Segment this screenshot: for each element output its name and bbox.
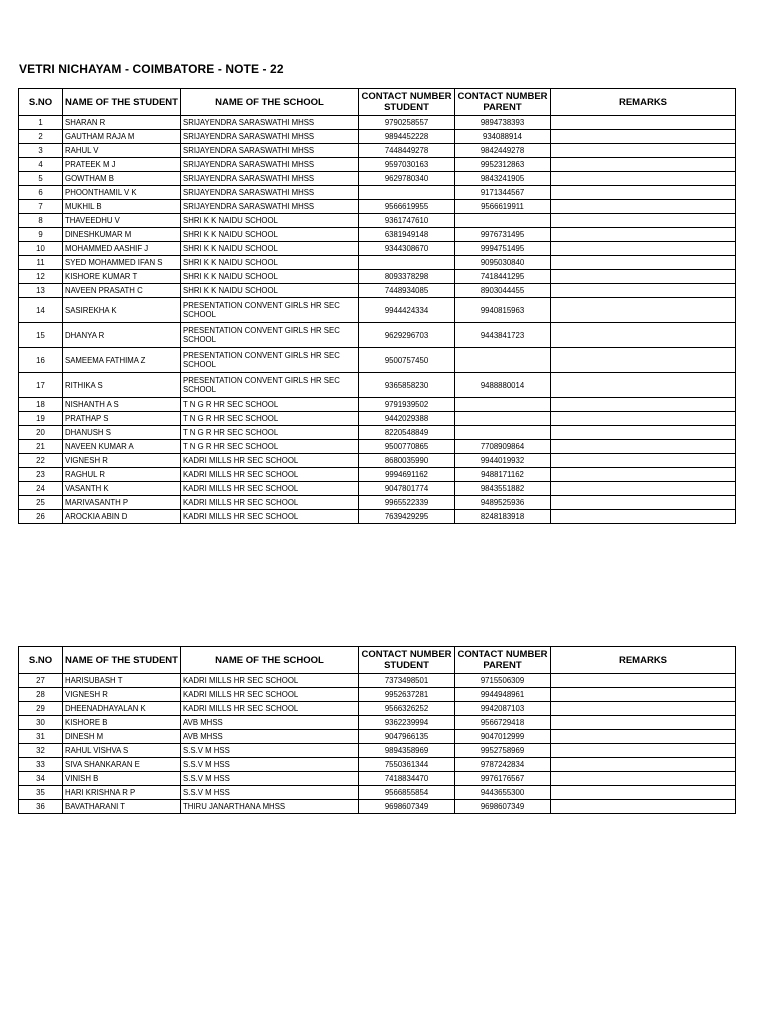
- student-contact-cell: 7448449278: [359, 144, 455, 158]
- school-name-cell: T N G R HR SEC SCHOOL: [181, 440, 359, 454]
- parent-contact-cell: 9715506309: [455, 674, 551, 688]
- table-row: [19, 772, 736, 786]
- student-contact-cell: 7639429295: [359, 510, 455, 524]
- remarks-cell: [551, 398, 736, 412]
- sno-cell: 7: [19, 200, 63, 214]
- remarks-cell: [551, 323, 736, 348]
- table-row: [19, 242, 736, 256]
- sno-cell: 13: [19, 284, 63, 298]
- student-name-cell: SAMEEMA FATHIMA Z: [63, 348, 181, 373]
- school-name-cell: SRIJAYENDRA SARASWATHI MHSS: [181, 200, 359, 214]
- student-name-cell: DHANYA R: [63, 323, 181, 348]
- parent-contact-cell: 9698607349: [455, 800, 551, 814]
- student-contact-cell: 9566855854: [359, 786, 455, 800]
- student-name-cell: DINESH M: [63, 730, 181, 744]
- student-contact-cell: 8093378298: [359, 270, 455, 284]
- remarks-cell: [551, 412, 736, 426]
- student-name-cell: MUKHIL B: [63, 200, 181, 214]
- student-name-cell: VINISH B: [63, 772, 181, 786]
- student-contact-cell: 9047966135: [359, 730, 455, 744]
- student-contact-cell: 9362239994: [359, 716, 455, 730]
- parent-contact-cell: 9894738393: [455, 116, 551, 130]
- school-name-cell: SRIJAYENDRA SARASWATHI MHSS: [181, 172, 359, 186]
- table-row: [19, 786, 736, 800]
- student-contact-cell: 7418834470: [359, 772, 455, 786]
- remarks-cell: [551, 172, 736, 186]
- student-contact-cell: 7373498501: [359, 674, 455, 688]
- remarks-cell: [551, 426, 736, 440]
- parent-contact-cell: 9942087103: [455, 702, 551, 716]
- header-contact-parent: CONTACT NUMBER PARENT: [455, 647, 551, 674]
- remarks-cell: [551, 158, 736, 172]
- remarks-cell: [551, 116, 736, 130]
- remarks-cell: [551, 674, 736, 688]
- school-name-cell: S.S.V M HSS: [181, 758, 359, 772]
- student-name-cell: RAGHUL R: [63, 468, 181, 482]
- student-name-cell: DINESHKUMAR M: [63, 228, 181, 242]
- sno-cell: 11: [19, 256, 63, 270]
- sno-cell: 20: [19, 426, 63, 440]
- sno-cell: 25: [19, 496, 63, 510]
- student-contact-cell: [359, 186, 455, 200]
- parent-contact-cell: 9944948961: [455, 688, 551, 702]
- student-contact-cell: 9629296703: [359, 323, 455, 348]
- student-name-cell: HARISUBASH T: [63, 674, 181, 688]
- parent-contact-cell: 9171344567: [455, 186, 551, 200]
- sno-cell: 17: [19, 373, 63, 398]
- school-name-cell: SHRI K K NAIDU SCHOOL: [181, 284, 359, 298]
- school-name-cell: SHRI K K NAIDU SCHOOL: [181, 256, 359, 270]
- remarks-cell: [551, 228, 736, 242]
- school-name-cell: AVB MHSS: [181, 716, 359, 730]
- student-name-cell: KISHORE KUMAR T: [63, 270, 181, 284]
- sno-cell: 8: [19, 214, 63, 228]
- header-sno: S.NO: [19, 647, 63, 674]
- remarks-cell: [551, 744, 736, 758]
- parent-contact-cell: [455, 412, 551, 426]
- school-name-cell: SRIJAYENDRA SARASWATHI MHSS: [181, 130, 359, 144]
- table-row: [19, 130, 736, 144]
- parent-contact-cell: [455, 348, 551, 373]
- remarks-cell: [551, 496, 736, 510]
- header-contact-student: CONTACT NUMBER STUDENT: [359, 89, 455, 116]
- parent-contact-cell: [455, 398, 551, 412]
- table-row: [19, 116, 736, 130]
- student-contact-cell: 9597030163: [359, 158, 455, 172]
- school-name-cell: PRESENTATION CONVENT GIRLS HR SEC SCHOOL: [181, 348, 359, 373]
- student-contact-cell: 9500770865: [359, 440, 455, 454]
- table-row: [19, 270, 736, 284]
- remarks-cell: [551, 758, 736, 772]
- student-contact-cell: 9047801774: [359, 482, 455, 496]
- table-row: [19, 674, 736, 688]
- school-name-cell: SHRI K K NAIDU SCHOOL: [181, 270, 359, 284]
- student-contact-cell: 9894358969: [359, 744, 455, 758]
- student-name-cell: PHOONTHAMIL V K: [63, 186, 181, 200]
- student-contact-cell: 9361747610: [359, 214, 455, 228]
- student-table-2: [18, 646, 736, 814]
- student-name-cell: PRATHAP S: [63, 412, 181, 426]
- sno-cell: 12: [19, 270, 63, 284]
- remarks-cell: [551, 716, 736, 730]
- table-row: [19, 214, 736, 228]
- student-name-cell: BAVATHARANI T: [63, 800, 181, 814]
- student-name-cell: RITHIKA S: [63, 373, 181, 398]
- table-row: [19, 172, 736, 186]
- school-name-cell: T N G R HR SEC SCHOOL: [181, 426, 359, 440]
- student-contact-cell: 7448934085: [359, 284, 455, 298]
- student-contact-cell: [359, 256, 455, 270]
- remarks-cell: [551, 130, 736, 144]
- school-name-cell: KADRI MILLS HR SEC SCHOOL: [181, 454, 359, 468]
- remarks-cell: [551, 800, 736, 814]
- header-school-name: NAME OF THE SCHOOL: [181, 89, 359, 116]
- table-row: [19, 744, 736, 758]
- parent-contact-cell: 9952758969: [455, 744, 551, 758]
- sno-cell: 30: [19, 716, 63, 730]
- student-name-cell: KISHORE B: [63, 716, 181, 730]
- parent-contact-cell: 9944019932: [455, 454, 551, 468]
- student-name-cell: MOHAMMED AASHIF J: [63, 242, 181, 256]
- student-table-1: [18, 88, 736, 524]
- sno-cell: 28: [19, 688, 63, 702]
- remarks-cell: [551, 270, 736, 284]
- parent-contact-cell: 8903044455: [455, 284, 551, 298]
- sno-cell: 2: [19, 130, 63, 144]
- sno-cell: 16: [19, 348, 63, 373]
- remarks-cell: [551, 702, 736, 716]
- student-name-cell: PRATEEK M J: [63, 158, 181, 172]
- school-name-cell: KADRI MILLS HR SEC SCHOOL: [181, 496, 359, 510]
- student-contact-cell: 9500757450: [359, 348, 455, 373]
- school-name-cell: PRESENTATION CONVENT GIRLS HR SEC SCHOOL: [181, 323, 359, 348]
- parent-contact-cell: 9952312863: [455, 158, 551, 172]
- student-name-cell: SHARAN R: [63, 116, 181, 130]
- parent-contact-cell: 9843551882: [455, 482, 551, 496]
- remarks-cell: [551, 214, 736, 228]
- sno-cell: 4: [19, 158, 63, 172]
- parent-contact-cell: 934088914: [455, 130, 551, 144]
- remarks-cell: [551, 242, 736, 256]
- school-name-cell: THIRU JANARTHANA MHSS: [181, 800, 359, 814]
- remarks-cell: [551, 440, 736, 454]
- student-contact-cell: 9566619955: [359, 200, 455, 214]
- parent-contact-cell: 9976176567: [455, 772, 551, 786]
- table-row: [19, 228, 736, 242]
- student-contact-cell: 6381949148: [359, 228, 455, 242]
- parent-contact-cell: 9488171162: [455, 468, 551, 482]
- student-name-cell: SASIREKHA K: [63, 298, 181, 323]
- table-row: [19, 482, 736, 496]
- student-name-cell: SIVA SHANKARAN E: [63, 758, 181, 772]
- table-row: [19, 186, 736, 200]
- header-row: [19, 647, 736, 674]
- remarks-cell: [551, 482, 736, 496]
- remarks-cell: [551, 284, 736, 298]
- parent-contact-cell: 9566619911: [455, 200, 551, 214]
- school-name-cell: SHRI K K NAIDU SCHOOL: [181, 242, 359, 256]
- student-name-cell: MARIVASANTH P: [63, 496, 181, 510]
- school-name-cell: SRIJAYENDRA SARASWATHI MHSS: [181, 144, 359, 158]
- header-contact-student: CONTACT NUMBER STUDENT: [359, 647, 455, 674]
- sno-cell: 22: [19, 454, 63, 468]
- header-school-name: NAME OF THE SCHOOL: [181, 647, 359, 674]
- table-row: [19, 398, 736, 412]
- sno-cell: 31: [19, 730, 63, 744]
- header-contact-parent: CONTACT NUMBER PARENT: [455, 89, 551, 116]
- header-student-name: NAME OF THE STUDENT: [63, 647, 181, 674]
- school-name-cell: SHRI K K NAIDU SCHOOL: [181, 228, 359, 242]
- parent-contact-cell: 9566729418: [455, 716, 551, 730]
- sno-cell: 26: [19, 510, 63, 524]
- student-contact-cell: 9965522339: [359, 496, 455, 510]
- student-name-cell: RAHUL V: [63, 144, 181, 158]
- sno-cell: 19: [19, 412, 63, 426]
- school-name-cell: KADRI MILLS HR SEC SCHOOL: [181, 468, 359, 482]
- sno-cell: 1: [19, 116, 63, 130]
- parent-contact-cell: 9976731495: [455, 228, 551, 242]
- header-remarks: REMARKS: [551, 89, 736, 116]
- sno-cell: 24: [19, 482, 63, 496]
- table-row: [19, 373, 736, 398]
- student-contact-cell: 9698607349: [359, 800, 455, 814]
- table-row: [19, 412, 736, 426]
- school-name-cell: T N G R HR SEC SCHOOL: [181, 412, 359, 426]
- student-contact-cell: 9994691162: [359, 468, 455, 482]
- remarks-cell: [551, 348, 736, 373]
- student-contact-cell: 9894452228: [359, 130, 455, 144]
- school-name-cell: SRIJAYENDRA SARASWATHI MHSS: [181, 158, 359, 172]
- student-name-cell: HARI KRISHNA R P: [63, 786, 181, 800]
- parent-contact-cell: 9843241905: [455, 172, 551, 186]
- parent-contact-cell: [455, 214, 551, 228]
- sno-cell: 29: [19, 702, 63, 716]
- table-row: [19, 298, 736, 323]
- sno-cell: 35: [19, 786, 63, 800]
- table-row: [19, 758, 736, 772]
- student-name-cell: AROCKIA ABIN D: [63, 510, 181, 524]
- parent-contact-cell: 9489525936: [455, 496, 551, 510]
- table-row: [19, 348, 736, 373]
- table-row: [19, 716, 736, 730]
- school-name-cell: PRESENTATION CONVENT GIRLS HR SEC SCHOOL: [181, 298, 359, 323]
- student-name-cell: NAVEEN KUMAR A: [63, 440, 181, 454]
- remarks-cell: [551, 298, 736, 323]
- student-name-cell: THAVEEDHU V: [63, 214, 181, 228]
- student-contact-cell: 9344308670: [359, 242, 455, 256]
- parent-contact-cell: 9787242834: [455, 758, 551, 772]
- sno-cell: 34: [19, 772, 63, 786]
- table-row: [19, 468, 736, 482]
- remarks-cell: [551, 454, 736, 468]
- sno-cell: 36: [19, 800, 63, 814]
- remarks-cell: [551, 256, 736, 270]
- school-name-cell: SRIJAYENDRA SARASWATHI MHSS: [181, 186, 359, 200]
- student-contact-cell: 9790258557: [359, 116, 455, 130]
- student-name-cell: DHANUSH S: [63, 426, 181, 440]
- student-name-cell: SYED MOHAMMED IFAN S: [63, 256, 181, 270]
- school-name-cell: AVB MHSS: [181, 730, 359, 744]
- school-name-cell: S.S.V M HSS: [181, 772, 359, 786]
- parent-contact-cell: 7418441295: [455, 270, 551, 284]
- student-name-cell: NAVEEN PRASATH C: [63, 284, 181, 298]
- remarks-cell: [551, 373, 736, 398]
- student-name-cell: DHEENADHAYALAN K: [63, 702, 181, 716]
- table-row: [19, 440, 736, 454]
- table-row: [19, 702, 736, 716]
- student-contact-cell: 9944424334: [359, 298, 455, 323]
- sno-cell: 3: [19, 144, 63, 158]
- remarks-cell: [551, 786, 736, 800]
- remarks-cell: [551, 730, 736, 744]
- sno-cell: 27: [19, 674, 63, 688]
- remarks-cell: [551, 772, 736, 786]
- student-name-cell: NISHANTH A S: [63, 398, 181, 412]
- school-name-cell: S.S.V M HSS: [181, 744, 359, 758]
- remarks-cell: [551, 200, 736, 214]
- sno-cell: 14: [19, 298, 63, 323]
- school-name-cell: KADRI MILLS HR SEC SCHOOL: [181, 702, 359, 716]
- school-name-cell: SRIJAYENDRA SARASWATHI MHSS: [181, 116, 359, 130]
- student-contact-cell: 9629780340: [359, 172, 455, 186]
- table-row: [19, 510, 736, 524]
- student-name-cell: VIGNESH R: [63, 688, 181, 702]
- table-row: [19, 800, 736, 814]
- table-row: [19, 144, 736, 158]
- table-row: [19, 256, 736, 270]
- school-name-cell: KADRI MILLS HR SEC SCHOOL: [181, 674, 359, 688]
- page-title: VETRI NICHAYAM - COIMBATORE - NOTE - 22: [19, 62, 284, 76]
- sno-cell: 23: [19, 468, 63, 482]
- header-sno: S.NO: [19, 89, 63, 116]
- school-name-cell: S.S.V M HSS: [181, 786, 359, 800]
- table-row: [19, 688, 736, 702]
- sno-cell: 21: [19, 440, 63, 454]
- school-name-cell: PRESENTATION CONVENT GIRLS HR SEC SCHOOL: [181, 373, 359, 398]
- table-row: [19, 284, 736, 298]
- table-row: [19, 454, 736, 468]
- school-name-cell: KADRI MILLS HR SEC SCHOOL: [181, 482, 359, 496]
- table-row: [19, 426, 736, 440]
- sno-cell: 10: [19, 242, 63, 256]
- parent-contact-cell: 9940815963: [455, 298, 551, 323]
- table-row: [19, 730, 736, 744]
- student-contact-cell: 9952637281: [359, 688, 455, 702]
- student-name-cell: GOWTHAM B: [63, 172, 181, 186]
- student-contact-cell: 8220548849: [359, 426, 455, 440]
- parent-contact-cell: 9443655300: [455, 786, 551, 800]
- remarks-cell: [551, 510, 736, 524]
- parent-contact-cell: 9994751495: [455, 242, 551, 256]
- parent-contact-cell: 9842449278: [455, 144, 551, 158]
- table-row: [19, 323, 736, 348]
- sno-cell: 6: [19, 186, 63, 200]
- school-name-cell: KADRI MILLS HR SEC SCHOOL: [181, 688, 359, 702]
- remarks-cell: [551, 468, 736, 482]
- parent-contact-cell: 7708909864: [455, 440, 551, 454]
- student-contact-cell: 9566326252: [359, 702, 455, 716]
- student-contact-cell: 9442029388: [359, 412, 455, 426]
- student-contact-cell: 9791939502: [359, 398, 455, 412]
- sno-cell: 9: [19, 228, 63, 242]
- sno-cell: 18: [19, 398, 63, 412]
- table-row: [19, 158, 736, 172]
- school-name-cell: KADRI MILLS HR SEC SCHOOL: [181, 510, 359, 524]
- student-name-cell: VASANTH K: [63, 482, 181, 496]
- parent-contact-cell: [455, 426, 551, 440]
- parent-contact-cell: 9443841723: [455, 323, 551, 348]
- remarks-cell: [551, 144, 736, 158]
- school-name-cell: T N G R HR SEC SCHOOL: [181, 398, 359, 412]
- parent-contact-cell: 9488880014: [455, 373, 551, 398]
- sno-cell: 32: [19, 744, 63, 758]
- parent-contact-cell: 9095030840: [455, 256, 551, 270]
- parent-contact-cell: 8248183918: [455, 510, 551, 524]
- table-row: [19, 200, 736, 214]
- header-student-name: NAME OF THE STUDENT: [63, 89, 181, 116]
- student-contact-cell: 7550361344: [359, 758, 455, 772]
- student-name-cell: GAUTHAM RAJA M: [63, 130, 181, 144]
- header-row: [19, 89, 736, 116]
- student-name-cell: RAHUL VISHVA S: [63, 744, 181, 758]
- student-contact-cell: 9365858230: [359, 373, 455, 398]
- sno-cell: 5: [19, 172, 63, 186]
- table-row: [19, 496, 736, 510]
- parent-contact-cell: 9047012999: [455, 730, 551, 744]
- student-contact-cell: 8680035990: [359, 454, 455, 468]
- header-remarks: REMARKS: [551, 647, 736, 674]
- sno-cell: 33: [19, 758, 63, 772]
- school-name-cell: SHRI K K NAIDU SCHOOL: [181, 214, 359, 228]
- student-name-cell: VIGNESH R: [63, 454, 181, 468]
- remarks-cell: [551, 186, 736, 200]
- sno-cell: 15: [19, 323, 63, 348]
- remarks-cell: [551, 688, 736, 702]
